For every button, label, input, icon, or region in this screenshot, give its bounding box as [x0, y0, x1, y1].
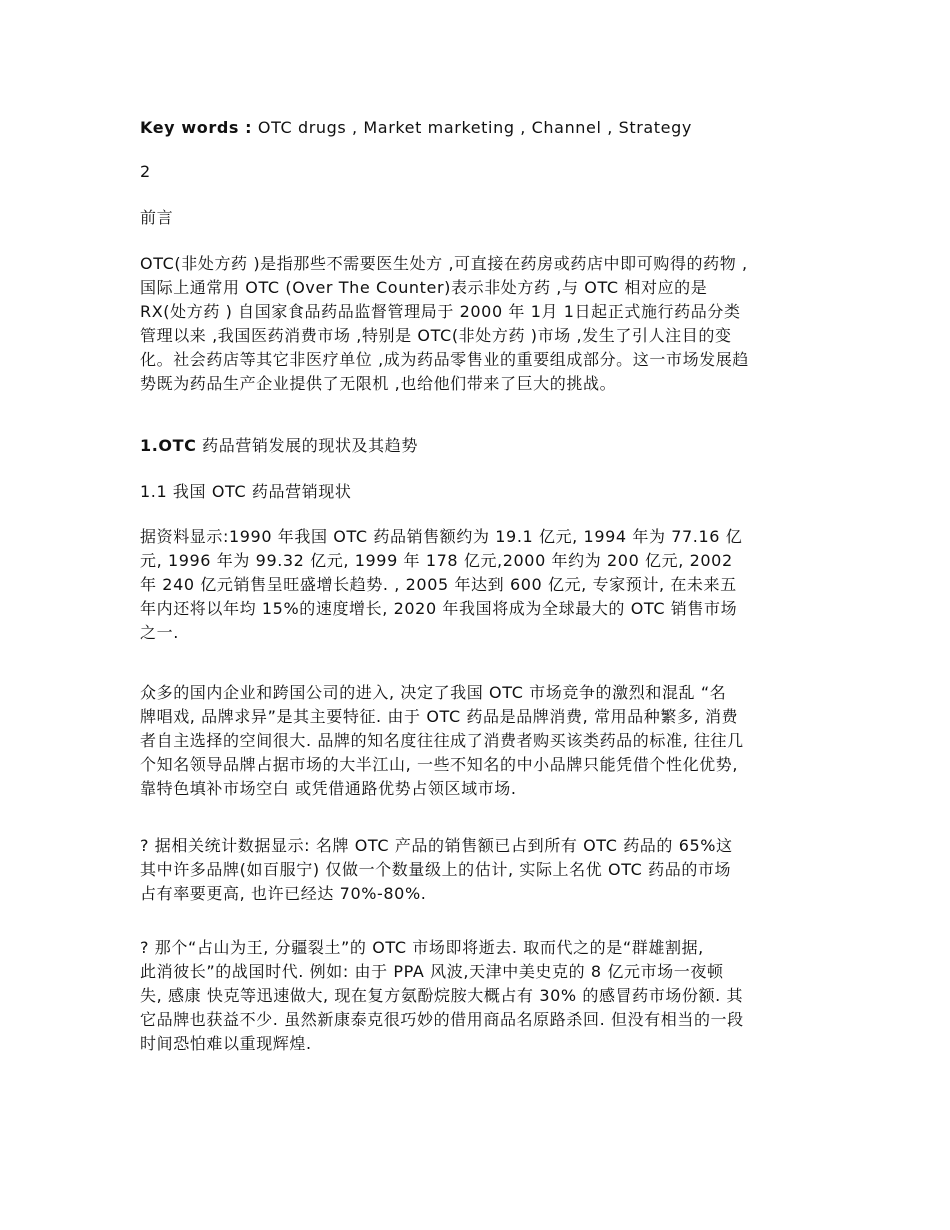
- paragraph-line: ? 那个“占山为王, 分疆裂土”的 OTC 市场即将逝去. 取而代之的是“群雄割据,: [140, 938, 704, 957]
- paragraph-line: 者自主选择的空间很大. 品牌的知名度往往成了消费者购买该类药品的标准, 往往几: [140, 731, 744, 750]
- paragraph-line: 失, 感康 快克等迅速做大, 现在复方氨酚烷胺大概占有 30% 的感冒药市场份额. 其: [140, 986, 744, 1005]
- market-era-paragraph: [140, 936, 815, 1056]
- paragraph-line: 之一.: [140, 623, 179, 642]
- paragraph-line: 年 240 亿元销售呈旺盛增长趋势. , 2005 年达到 600 亿元, 专家预计, 在未来五: [140, 575, 737, 594]
- market-sales-paragraph: [140, 525, 815, 645]
- paragraph-line: 占有率要更高, 也许已经达 70%-80%.: [140, 884, 427, 903]
- keywords-value: OTC drugs , Market marketing , Channel , Strategy: [252, 118, 692, 137]
- paragraph-line: 年内还将以年均 15%的速度增长, 2020 年我国将成为全球最大的 OTC 销售市场: [140, 599, 738, 618]
- preface-paragraph: [140, 252, 815, 396]
- paragraph-line: 元, 1996 年为 99.32 亿元, 1999 年 178 亿元,2000 年约为 200 亿元, 2002: [140, 551, 733, 570]
- statistics-paragraph: [140, 834, 815, 906]
- paragraph-line: 国际上通常用 OTC (Over The Counter)表示非处方药 ,与 OTC 相对应的是: [140, 278, 708, 297]
- section-1-heading: [140, 434, 815, 458]
- paragraph-line: 个知名领导品牌占据市场的大半江山, 一些不知名的中小品牌只能凭借个性化优势,: [140, 755, 739, 774]
- paragraph-line: 据资料显示:1990 年我国 OTC 药品销售额约为 19.1 亿元, 1994 年为 77.16 亿: [140, 527, 743, 546]
- paragraph-line: OTC(非处方药 )是指那些不需要医生处方 ,可直接在药房或药店中即可购得的药物 ,: [140, 254, 748, 273]
- paragraph-line: 牌唱戏, 品牌求异”是其主要特征. 由于 OTC 药品是品牌消费, 常用品种繁多, 消费: [140, 707, 739, 726]
- section-1-number: 1.OTC: [140, 436, 197, 455]
- paragraph-line: 管理以来 ,我国医药消费市场 ,特别是 OTC(非处方药 )市场 ,发生了引人注目的变: [140, 326, 732, 345]
- paragraph-line: ? 据相关统计数据显示: 名牌 OTC 产品的销售额已占到所有 OTC 药品的 65%这: [140, 836, 733, 855]
- paragraph-line: 靠特色填补市场空白 或凭借通路优势占领区域市场.: [140, 779, 517, 798]
- section-1-title: 药品营销发展的现状及其趋势: [196, 436, 418, 455]
- preface-heading: 前言: [140, 208, 174, 227]
- paragraph-line: RX(处方药 ) 自国家食品药品监督管理局于 2000 年 1月 1日起正式施行药品分类: [140, 302, 741, 321]
- paragraph-line: 此消彼长”的战国时代. 例如: 由于 PPA 风波,天津中美史克的 8 亿元市场一夜顿: [140, 962, 724, 981]
- keywords-line: [140, 116, 815, 140]
- paragraph-line: 化。社会药店等其它非医疗单位 ,成为药品零售业的重要组成部分。这一市场发展趋: [140, 350, 749, 369]
- page-number: 2: [140, 162, 151, 181]
- section-1-1-heading: 1.1 我国 OTC 药品营销现状: [140, 482, 352, 501]
- paragraph-line: 势既为药品生产企业提供了无限机 ,也给他们带来了巨大的挑战。: [140, 374, 617, 393]
- paragraph-line: 其中许多品牌(如百服宁) 仅做一个数量级上的估计, 实际上名优 OTC 药品的市场: [140, 860, 732, 879]
- paragraph-line: 时间恐怕难以重现辉煌.: [140, 1034, 312, 1053]
- paragraph-line: 它品牌也获益不少. 虽然新康泰克很巧妙的借用商品名原路杀回. 但没有相当的一段: [140, 1010, 744, 1029]
- keywords-label: Key words :: [140, 118, 253, 137]
- paragraph-line: 众多的国内企业和跨国公司的进入, 决定了我国 OTC 市场竞争的激烈和混乱 “名: [140, 683, 727, 702]
- competition-paragraph: [140, 681, 815, 801]
